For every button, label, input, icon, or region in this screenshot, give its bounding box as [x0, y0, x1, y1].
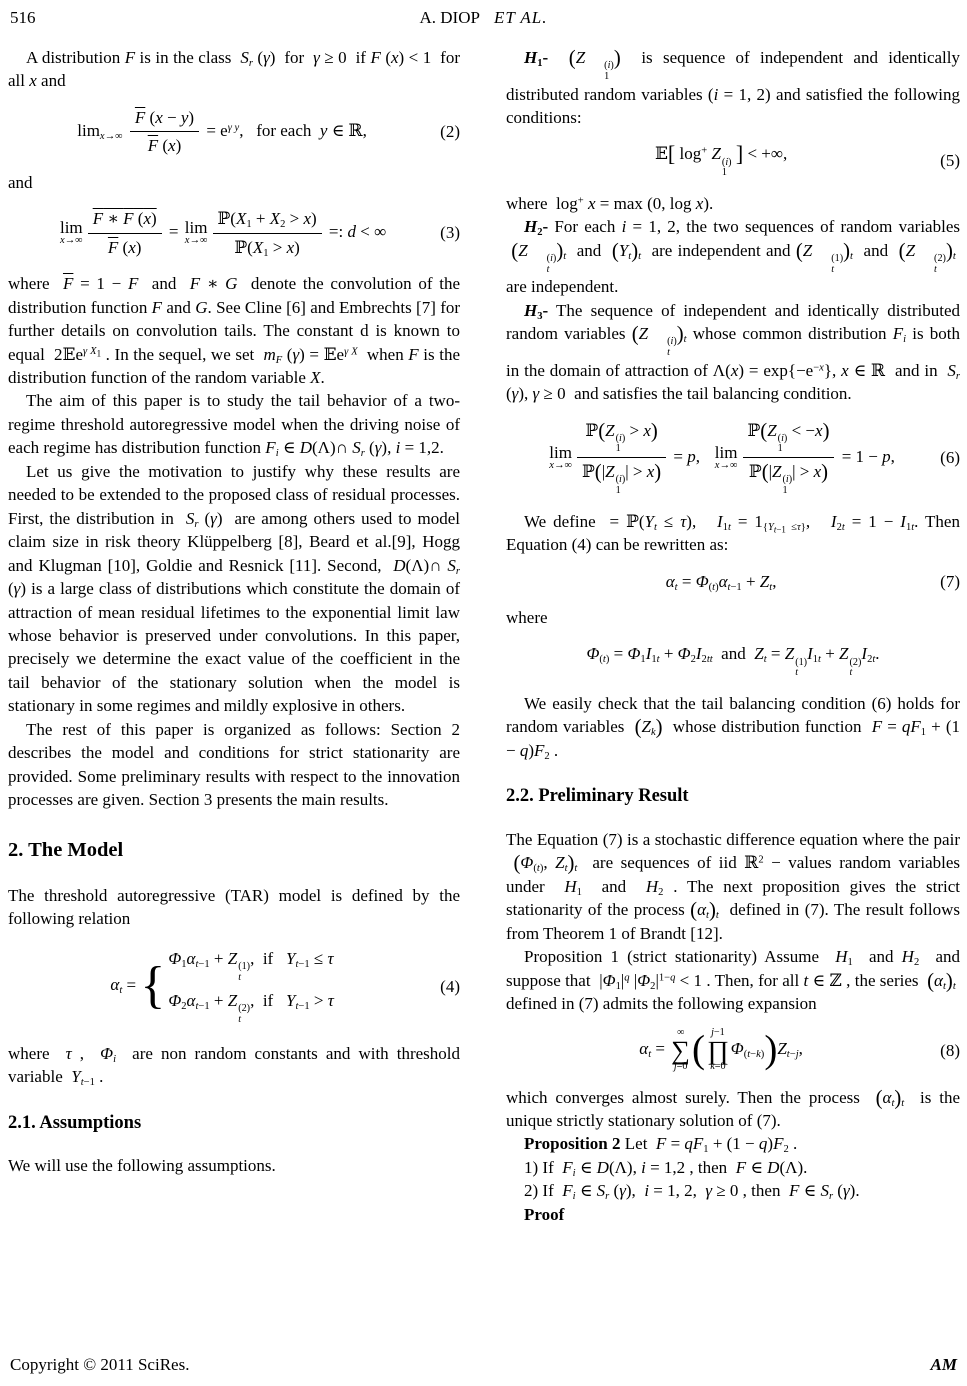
equation-2-body: $\lim_{x\to\infty}$ $\frac{\overline{F} (x - y)}{\overline{F} (x)}$ = $e^{\gamma y}$, for each y ∈ ℝ,: [77, 107, 367, 156]
equation-3-number: (3): [440, 223, 460, 243]
right-column: [506, 46, 960, 1226]
paragraph-tail-balancing-check: We easily check that the tail balancing condition (6) holds for random variables $(Z_k)$ whose distribution function $F = qF_1 + (1 - q)F_2$ .: [506, 693, 961, 762]
equation-6-number: (6): [940, 447, 960, 467]
running-title-etal: ET AL.: [493, 8, 548, 27]
paragraph-aim: The aim of this paper is to study the tail behavior of a two-regime threshold autoregressive model when the driving noise of each regime has distribution function $F_i$ ∈ D(Λ)∩ $S_r$ (γ), i = 1,2.: [8, 391, 460, 460]
running-title-author: A. DIOP: [419, 8, 480, 27]
equation-5-number: (5): [940, 150, 960, 170]
page-number: 516: [10, 8, 36, 27]
page-header: [10, 6, 957, 30]
paragraph-convergence: which converges almost surely. Then the process $(\alpha_t)_t$ is the unique strictly stationary solution of (7).: [506, 1087, 960, 1130]
paragraph-constants: where τ , $\Phi_i$ are non random constants and with threshold variable $Y_{t-1}$ .: [8, 1043, 461, 1089]
equation-2-number: (2): [440, 122, 460, 142]
paragraph-log-plus: where log+ x = max (0, log x).: [506, 193, 714, 213]
equation-5-body: 𝔼[ log+ Z (i) 1 ] < +∞,: [654, 141, 788, 179]
equation-3: [8, 207, 460, 259]
subsection-heading-assumptions: 2.1. Assumptions: [8, 1112, 142, 1133]
connector-and: and: [8, 172, 33, 192]
equation-8: [506, 1028, 960, 1072]
equation-4: [8, 944, 460, 1029]
paragraph-assumptions-intro: We will use the following assumptions.: [8, 1156, 276, 1176]
paragraph-hypothesis-3: $H_3-$ The sequence of independent and identically distributed random variables (Z (i) t )$_t$ whose common distribution $F_i$ is both in the domain of attraction of $\Lambda(x) = \exp\{-e^{-x}\}$, x ∈ ℝ and in $S_r$ (γ), γ ≥ 0 and satisfies the tail balancing condition.: [506, 300, 961, 404]
subsection-heading-preliminary-result: 2.2. Preliminary Result: [506, 786, 689, 807]
page-footer: [10, 1354, 957, 1376]
left-column: [8, 46, 460, 1178]
journal-abbreviation: AM: [930, 1354, 957, 1374]
paragraph-define-q: We define = $ℙ(Y_t \le \tau)$, $I_{1t} = 1_{\{Y_{t-1} \le\tau\}}$, $I_{2t} = 1 - I_{1t}$. Then Equation (4) can be rewritten as:: [506, 511, 960, 555]
proof-label: Proof: [524, 1204, 565, 1224]
equation-phi-definition-body: $\Phi_{(t)} = \Phi_1I_{1t} + \Phi_2I_{2tt}$ and $Z_t = Z$ (1) t $I_{1t} + Z$ (2) t $I_{2t}$.: [586, 644, 880, 679]
equation-4-body: $\alpha_t$ = { $\Phi_1\alpha_{t-1} + Z$ (1) t , if $Y_{t-1} \le \tau$ $\Phi_2\alpha_{t-1} + Z$ (2) t , if $Y_{t-1} > \tau$: [110, 948, 334, 1026]
equation-2: [8, 106, 460, 158]
paragraph-stochastic-difference: The Equation (7) is a stochastic difference equation where the pair ($\Phi_{(t)}$, $Z_t)_t$ are sequences of iid ℝ$^2$ − values random variables under $H_1$ and $H_2$ . The next proposition gives the strict stationarity of the process $(\alpha_t)_t$ defined in (7). The result follows from Theorem 1 of Brandt [12].: [506, 829, 960, 943]
paragraph-motivation: Let us give the motivation to justify why these results are needed to be extended to the proposed class of residual processes. First, the distribution in $S_r$ (γ) are among others used to model claim size in risk theory Klüppelberg [8], Beard et al.[9], Hogg and Klugman [10], Goldie and Resnick [11]. Second, D(Λ)∩ $S_r$ (γ) is a large class of distributions which constitute the domain of attraction of mean residual lifetimes to the exponential limit law whose behavior is preserved under convolutions. In this paper, precisely we determine the exact value of the coefficient in the tail behavior of the stationary solution when the model is stationary in some regimes and mildly explosive in others.: [8, 461, 460, 716]
paragraph-organization: The rest of this paper is organized as follows: Section 2 describes the model and conditions for strict stationarity are provided. Some preliminary results with respect to the innovation processes are given. Section 3 presents the main results.: [8, 719, 460, 810]
paragraph-intro-class: A distribution F is in the class $S_r$ (γ) for γ ≥ 0 if F (x) < 1 for all x and: [8, 48, 460, 91]
connector-where: where: [506, 607, 548, 627]
section-heading-model: 2. The Model: [8, 838, 124, 861]
paragraph-convolution: where $\overline{F} = 1 - F$ and F ∗ G denote the convolution of the distribution function F and G. See Cline [6] and Embrechts [7] for further details on convolution tails. The constant d is known to equal 2𝔼e$^{\gamma X_1}$ . In the sequel, we set $m_F$ (γ) = 𝔼e$^{\gamma X}$ when F is the distribution function of the random variable X.: [8, 274, 461, 387]
proposition-2-item-2: 2) If $F_i$ ∈ $S_r$ (γ), i = 1, 2, γ ≥ 0 , then F ∈ $S_r$ (γ).: [524, 1181, 860, 1203]
equation-3-body: lim x→∞ $\frac{F ∗ F (x)}{\overline{F} (x)}$ = lim x→∞ $\frac{ℙ(X_1 + X_2 > x)}{ℙ(X_1 > x)}$ =: d < ∞: [59, 209, 387, 259]
paragraph-hypothesis-2: $H_2-$ For each i = 1, 2, the two sequences of random variables (Z (i) t )$_t$ and $(Y_t)_t$ are independent and (Z (1) t )$_t$ and (Z (2) t )$_t$ are independent.: [506, 217, 961, 297]
equation-8-body: $\alpha_t$ = ∞ ∑ j=0 ( j−1 ∏ k=0 $\Phi_{(t-k)})Z_{t-j}$,: [639, 1027, 803, 1073]
equation-7-body: $\alpha_t = \Phi_{(t)}\alpha_{t-1} + Z_t$,: [665, 571, 777, 593]
paragraph-hypothesis-1: $H_1-$ (Z (i) 1 ) is sequence of independent and identically distributed random variables (i = 1, 2) and satisfied the following conditions:: [506, 47, 960, 127]
paragraph-proposition-1: Proposition 1 (strict stationarity) Assume $H_1$ and $H_2$ and suppose that $|\Phi_1|^q$ $|\Phi_2|^{1-q} < 1$ . Then, for all t ∈ ℤ , the series $(\alpha_t)_t$ defined in (7) admits the following expansion: [506, 947, 961, 1013]
equation-7: [506, 570, 960, 593]
proposition-2-item-1: 1) If $F_i$ ∈ D(Λ), i = 1,2 , then F ∈ D(Λ).: [524, 1157, 808, 1180]
equation-phi-definition: [506, 642, 960, 679]
paragraph-proposition-2: Proposition 2 Let $F = qF_1 + (1 - q)F_2$ .: [524, 1134, 798, 1156]
equation-4-number: (4): [440, 976, 460, 996]
equation-6-body: lim x→∞ ℙ(Z (i) 1 > x) ℙ(|Z (i) 1 | > x) = p, lim x→∞ ℙ(Z (i) 1 < −x) ℙ(|Z (i) 1 | > x) = 1 − p,: [549, 420, 895, 496]
running-title: [10, 6, 957, 29]
equation-6: [506, 419, 960, 497]
copyright-text: Copyright © 2011 SciRes.: [10, 1354, 190, 1374]
equation-5: [506, 142, 960, 179]
equation-7-number: (7): [940, 571, 960, 591]
equation-8-number: (8): [940, 1040, 960, 1060]
paragraph-tar-definition: The threshold autoregressive (TAR) model is defined by the following relation: [8, 885, 460, 929]
